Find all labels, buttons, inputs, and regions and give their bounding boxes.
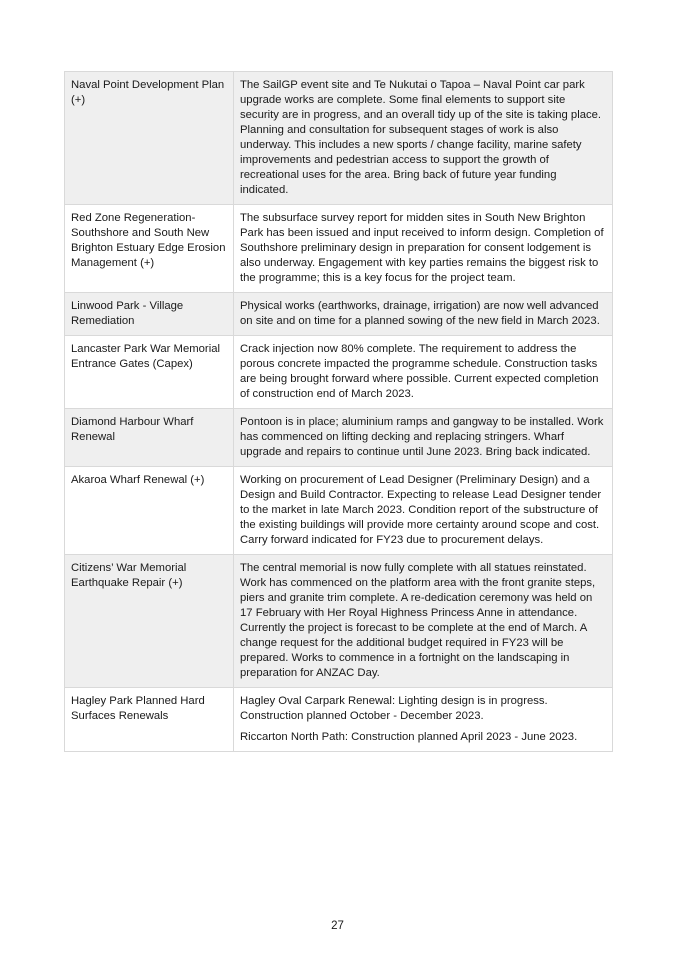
table-row <box>65 336 613 409</box>
table-row <box>65 555 613 688</box>
status-paragraph: The SailGP event site and Te Nukutai o Tapoa – Naval Point car park upgrade works are complete. Some final elements to support site security are in progress, and an overall tidy up of the site is taking place. Planning and consultation for subsequent stages of work is also underway. This includes a new sports / change facility, marine safety improvements and pedestrian access to support the growth of recreational uses for the area. Bring back of future year funding indicated. <box>240 79 602 196</box>
project-status-cell <box>234 467 613 555</box>
project-name: Lancaster Park War Memorial Entrance Gates (Capex) <box>71 343 220 370</box>
project-status-cell <box>234 72 613 205</box>
status-paragraph: The subsurface survey report for midden sites in South New Brighton Park has been issued and input received to inform design. Completion of Southshore preliminary design in preparation for consent lodgement is also underway. Engagement with key parties remains the biggest risk to the programme; this is a key focus for the project team. <box>240 212 604 284</box>
table-row <box>65 205 613 293</box>
table-row <box>65 293 613 336</box>
project-name: Hagley Park Planned Hard Surfaces Renewals <box>71 695 205 722</box>
status-paragraph: Pontoon is in place; aluminium ramps and gangway to be installed. Work has commenced on lifting decking and replacing stringers. Wharf upgrade and repairs to continue until June 2023. Bring back indicated. <box>240 416 604 458</box>
project-name-cell <box>65 688 234 752</box>
project-name-cell <box>65 467 234 555</box>
status-paragraph: Riccarton North Path: Construction planned April 2023 - June 2023. <box>240 731 578 743</box>
status-paragraph: Physical works (earthworks, drainage, irrigation) are now well advanced on site and on time for a planned sowing of the new field in March 2023. <box>240 300 600 327</box>
project-name: Linwood Park - Village Remediation <box>71 300 184 327</box>
status-paragraph: Working on procurement of Lead Designer (Preliminary Design) and a Design and Build Contractor. Expecting to release Lead Designer tender to the market in late March 2023. Condition report of the substructure of the existing buildings will provide more certainty around scope and cost. Carry forward indicated for FY23 due to procurement delays. <box>240 474 602 546</box>
status-paragraph: Crack injection now 80% complete. The requirement to address the porous concrete impacted the programme schedule. Construction tasks are being brought forward where possible. Current expected completion of construction end of March 2023. <box>240 343 599 400</box>
project-name: Diamond Harbour Wharf Renewal <box>71 416 194 443</box>
project-name-cell <box>65 555 234 688</box>
project-status-cell <box>234 205 613 293</box>
project-name-cell <box>65 205 234 293</box>
project-name-cell <box>65 293 234 336</box>
project-status-cell <box>234 409 613 467</box>
status-paragraph: The central memorial is now fully complete with all statues reinstated. Work has commenced on the platform area with the front granite steps, piers and granite trim complete. A re-dedication ceremony was held on 17 February with Her Royal Highness Princess Anne in attendance. Currently the project is forecast to be complete at the end of March. A change request for the additional budget required in FY23 will be prepared. Works to commence in a fortnight on the landscaping in preparation for ANZAC Day. <box>240 562 596 679</box>
status-paragraph: Hagley Oval Carpark Renewal: Lighting design is in progress. Construction planned October - December 2023. <box>240 695 548 722</box>
table-row <box>65 467 613 555</box>
project-name: Naval Point Development Plan (+) <box>71 79 225 106</box>
project-name: Citizens’ War Memorial Earthquake Repair (+) <box>71 562 187 589</box>
table-row <box>65 688 613 752</box>
project-name-cell <box>65 336 234 409</box>
table-row <box>65 409 613 467</box>
page-number: 27 <box>331 920 344 932</box>
project-name: Red Zone Regeneration- Southshore and South New Brighton Estuary Edge Erosion Management (+) <box>71 212 226 269</box>
project-name-cell <box>65 409 234 467</box>
project-status-table <box>64 71 613 752</box>
project-name: Akaroa Wharf Renewal (+) <box>71 474 205 486</box>
project-status-cell <box>234 336 613 409</box>
project-name-cell <box>65 72 234 205</box>
project-status-cell <box>234 688 613 752</box>
project-status-cell <box>234 555 613 688</box>
project-status-cell <box>234 293 613 336</box>
table-row <box>65 72 613 205</box>
